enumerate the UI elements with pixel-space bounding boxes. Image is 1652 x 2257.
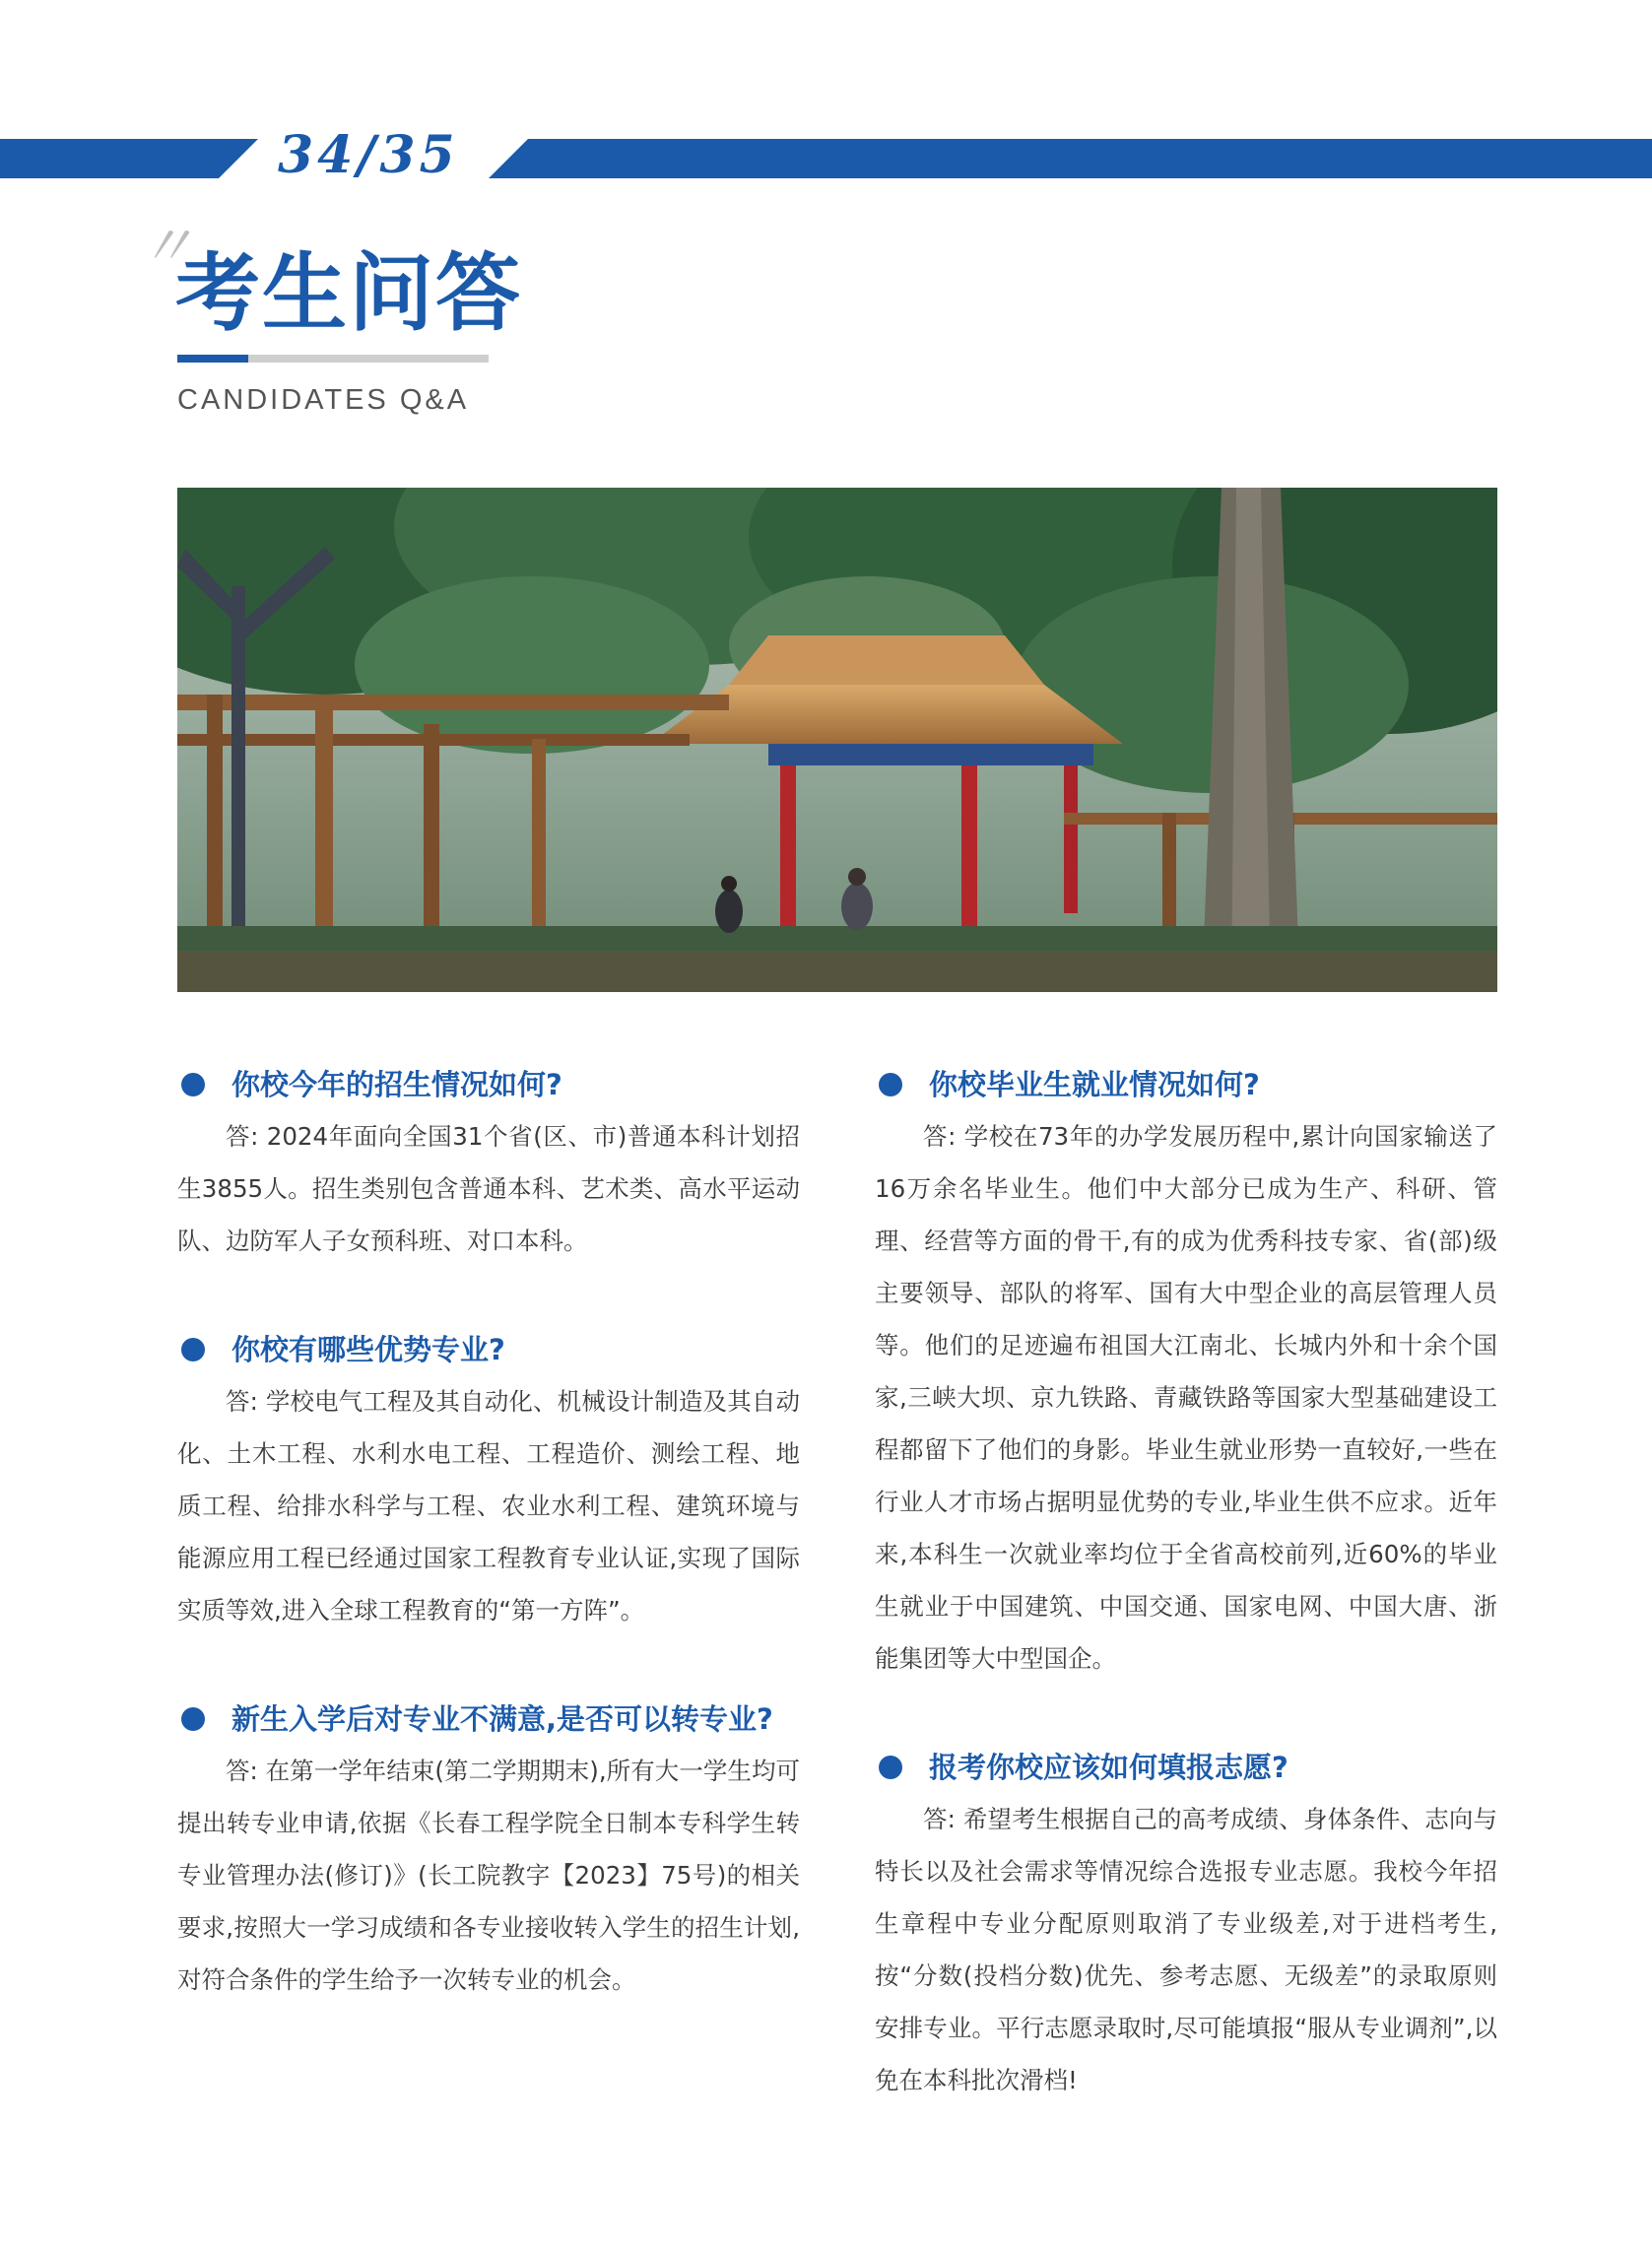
left-column (177, 1059, 800, 2006)
qa-strong-majors (177, 1324, 800, 1636)
answer-text: 答: 学校电气工程及其自动化、机械设计制造及其自动化、土木工程、水利水电工程、工程造价、测绘工程、地质工程、给排水科学与工程、农业水利工程、建筑环境与能源应用工程已经通过国家工程教育专业认证,实现了国际实质等效,进入全球工程教育的“第一方阵”。 (177, 1387, 800, 1625)
answer-text: 答: 希望考生根据自己的高考成绩、身体条件、志向与特长以及社会需求等情况综合选报专业志愿。我校今年招生章程中专业分配原则取消了专业级差,对于进档考生,按“分数(投档分数)优先、参考志愿、无级差”的录取原则安排专业。平行志愿录取时,尽可能填报“服从专业调剂”,以免在本科批次滑档! (875, 1805, 1497, 2094)
bullet-dot-icon (879, 1756, 902, 1779)
answer-text: 答: 在第一学年结束(第二学期期末),所有大一学生均可提出转专业申请,依据《长春工程学院全日制本专科学生转专业管理办法(修订)》(长工院教字【2023】75号)的相关要求,按照大一学习成绩和各专业接收转入学生的招生计划,对符合条件的学生给予一次转专业的机会。 (177, 1757, 800, 1994)
qa-application (875, 1742, 1497, 2106)
answer-text: 答: 2024年面向全国31个省(区、市)普通本科计划招生3855人。招生类别包含普通本科、艺术类、高水平运动队、边防军人子女预科班、对口本科。 (177, 1122, 800, 1255)
bullet-dot-icon (181, 1707, 205, 1731)
question-text: 新生入学后对专业不满意,是否可以转专业? (231, 1702, 773, 1736)
page-subtitle: CANDIDATES Q&A (177, 384, 470, 416)
bullet-dot-icon (181, 1073, 205, 1096)
question-text: 你校有哪些优势专业? (231, 1333, 505, 1366)
right-column (875, 1059, 1497, 2106)
question-text: 报考你校应该如何填报志愿? (929, 1751, 1289, 1784)
campus-photo (177, 488, 1497, 992)
question-heading (875, 1059, 1497, 1110)
header-band (0, 0, 1652, 197)
question-text: 你校毕业生就业情况如何? (929, 1068, 1260, 1101)
question-heading (177, 1059, 800, 1110)
question-heading (875, 1742, 1497, 1793)
title-underline-accent (177, 355, 248, 363)
page-title: 考生问答 (175, 243, 522, 343)
title-underline (248, 355, 489, 363)
question-heading (177, 1324, 800, 1375)
page-number: 34/35 (278, 125, 459, 185)
bullet-dot-icon (879, 1073, 902, 1096)
question-text: 你校今年的招生情况如何? (231, 1068, 562, 1101)
bullet-dot-icon (181, 1338, 205, 1361)
answer-text: 答: 学校在73年的办学发展历程中,累计向国家输送了16万余名毕业生。他们中大部分已成为生产、科研、管理、经营等方面的骨干,有的成为优秀科技专家、省(部)级主要领导、部队的将军、国有大中型企业的高层管理人员等。他们的足迹遍布祖国大江南北、长城内外和十余个国家,三峡大坝、京九铁路、青藏铁路等国家大型基础建设工程都留下了他们的身影。毕业生就业形势一直较好,一些在行业人才市场占据明显优势的专业,毕业生供不应求。近年来,本科生一次就业率均位于全省高校前列,近60%的毕业生就业于中国建筑、中国交通、国家电网、中国大唐、浙能集团等大中型国企。 (875, 1122, 1497, 1673)
question-heading (177, 1693, 800, 1745)
decorative-quote-mark: 〃 (138, 213, 196, 280)
qa-change-major (177, 1693, 800, 2006)
qa-enrollment (177, 1059, 800, 1267)
qa-employment (875, 1059, 1497, 1685)
